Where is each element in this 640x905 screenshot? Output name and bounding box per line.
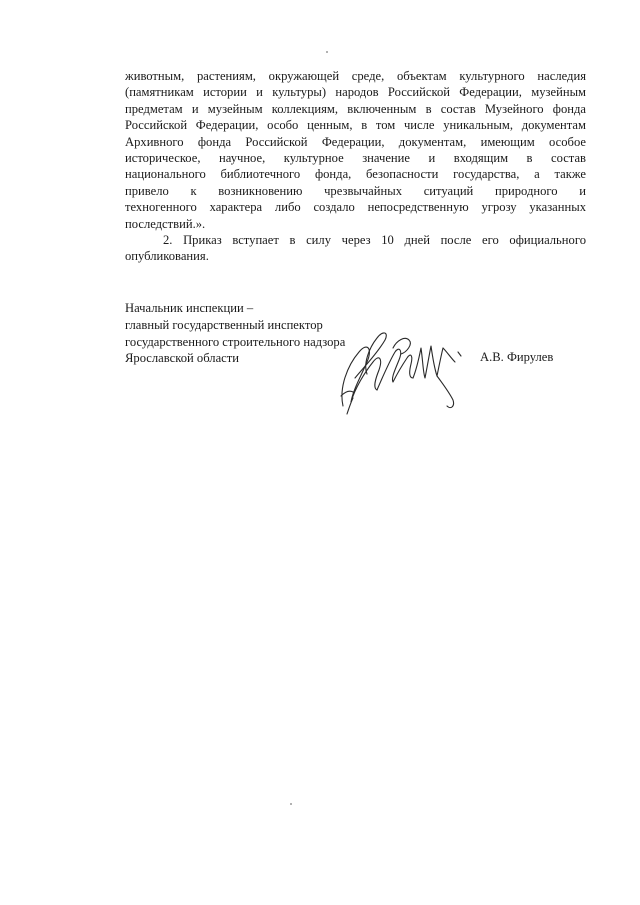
paragraph-line: животным, растениям, окружающей среде, объектам культурного наследия — [125, 69, 586, 83]
signatory-title-line: государственного строительного надзора — [125, 334, 346, 349]
signatory-title-line: Начальник инспекции – — [125, 301, 254, 315]
paragraph-line: опубликования. — [125, 249, 209, 264]
handwritten-signature — [333, 318, 468, 418]
paragraph-line: последствий.». — [125, 216, 206, 231]
signatory-title-line: главный государственный инспектор — [125, 317, 323, 332]
scan-speck — [326, 51, 328, 53]
paragraph-line: историческое, научное, культурное значение и входящим в состав — [125, 150, 586, 165]
signatory-name: А.В. Фирулев — [480, 350, 554, 364]
paragraph-line: национального библиотечного фонда, безопасности государства, а также — [125, 167, 586, 182]
scan-speck — [290, 803, 292, 805]
signatory-title-line: Ярославской области — [125, 351, 239, 366]
paragraph-line: Российской Федерации, особо ценным, в том числе уникальным, документам — [125, 118, 586, 133]
paragraph-line: (памятникам истории и культуры) народов Российской Федерации, музейным — [125, 85, 586, 100]
paragraph-line: предметам и музейным коллекциям, включенным в состав Музейного фонда — [125, 101, 586, 116]
paragraph-line: 2. Приказ вступает в силу через 10 дней после его официального — [163, 232, 586, 247]
paragraph-line: привело к возникновению чрезвычайных ситуаций природного и — [125, 183, 586, 198]
document-body — [125, 68, 586, 265]
paragraph-line: Архивного фонда Российской Федерации, документам, имеющим особое — [125, 134, 586, 149]
paragraph-line: техногенного характера либо создало непосредственную угрозу указанных — [125, 200, 586, 215]
